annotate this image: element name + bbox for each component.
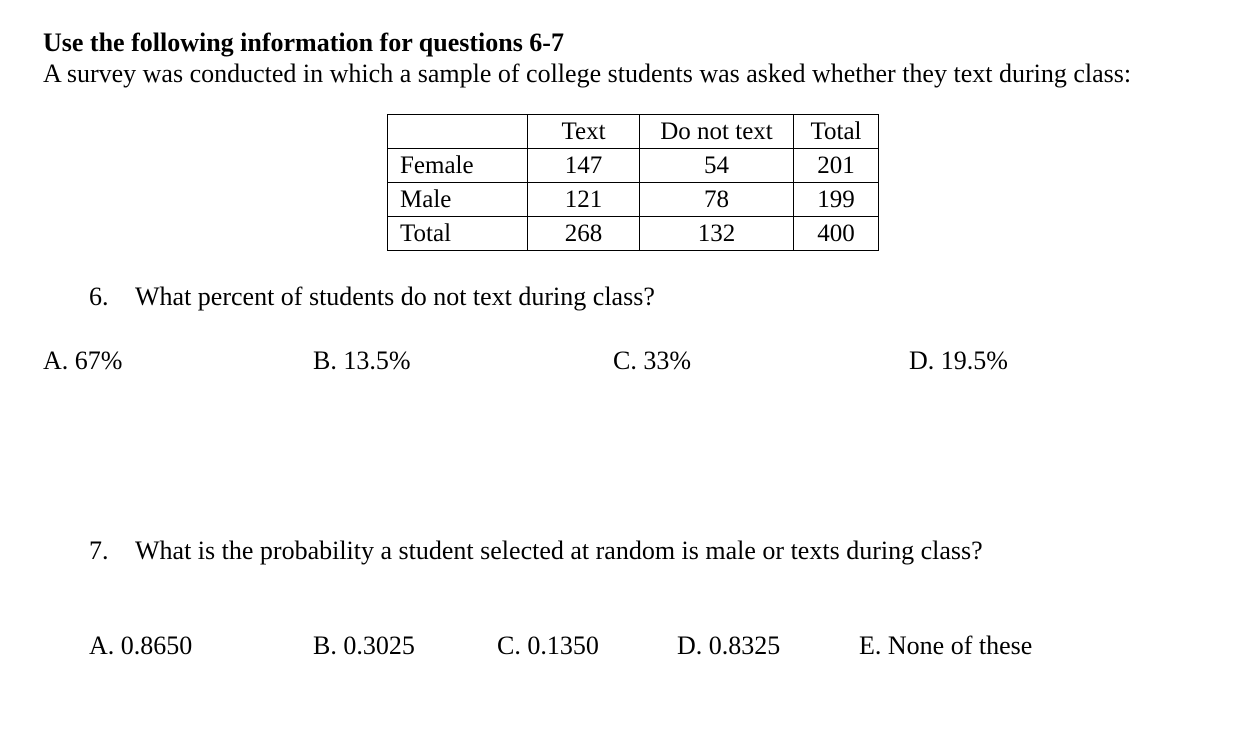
cell-total: 400 (794, 217, 879, 251)
cell-text: 147 (528, 149, 640, 183)
header-cell-do-not-text: Do not text (640, 115, 794, 149)
question-7-choice-a: A. 0.8650 (89, 631, 193, 660)
cell-do-not-text: 78 (640, 183, 794, 217)
question-6-choice-b: B. 13.5% (313, 346, 411, 375)
header-cell-text: Text (528, 115, 640, 149)
question-6-text: What percent of students do not text during class? (135, 282, 655, 311)
section-heading: Use the following information for questions 6-7 (43, 28, 564, 57)
cell-total: 201 (794, 149, 879, 183)
row-label: Male (388, 183, 528, 217)
header-cell-empty (388, 115, 528, 149)
question-7-text: What is the probability a student selected at random is male or texts during class? (135, 536, 983, 565)
question-7-choice-b: B. 0.3025 (313, 631, 415, 660)
question-6-choice-d: D. 19.5% (909, 346, 1008, 375)
survey-table (387, 114, 879, 251)
table-row-female (388, 149, 879, 183)
survey-description: A survey was conducted in which a sample of college students was asked whether they text during class: (43, 59, 1132, 88)
cell-do-not-text: 132 (640, 217, 794, 251)
question-6-choice-a: A. 67% (43, 346, 123, 375)
table-row-total (388, 217, 879, 251)
table-row-male (388, 183, 879, 217)
cell-text: 268 (528, 217, 640, 251)
row-label: Total (388, 217, 528, 251)
question-7-choice-d: D. 0.8325 (677, 631, 781, 660)
header-cell-total: Total (794, 115, 879, 149)
table-header-row (388, 115, 879, 149)
cell-total: 199 (794, 183, 879, 217)
question-6-number: 6. (89, 282, 109, 311)
question-6-choice-c: C. 33% (613, 346, 691, 375)
question-7-number: 7. (89, 536, 109, 565)
cell-text: 121 (528, 183, 640, 217)
cell-do-not-text: 54 (640, 149, 794, 183)
question-7-choice-e: E. None of these (859, 631, 1033, 660)
row-label: Female (388, 149, 528, 183)
question-7-choice-c: C. 0.1350 (497, 631, 599, 660)
